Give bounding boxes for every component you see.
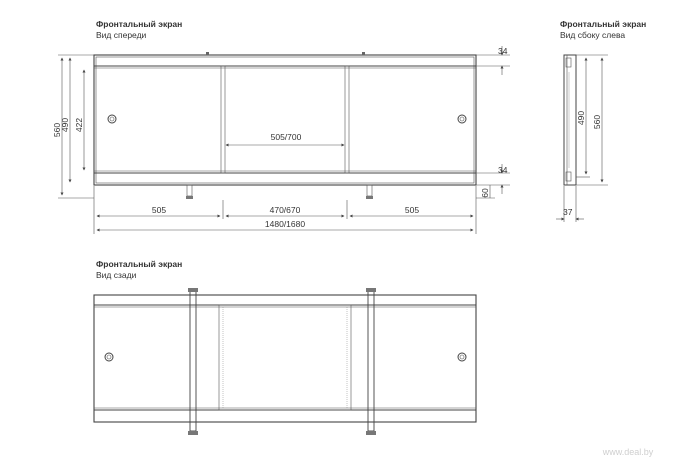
back-left-handle-icon [105, 353, 113, 361]
front-view-title: Фронтальный экран [96, 19, 183, 29]
side-view-title: Фронтальный экран [560, 19, 647, 29]
back-view-title: Фронтальный экран [96, 259, 183, 269]
back-right-handle-icon [458, 353, 466, 361]
front-right-dims [476, 46, 510, 198]
right-leg [367, 185, 372, 196]
dim-height-total: 560 [52, 122, 62, 138]
dim-center-width: 505/700 [270, 132, 302, 142]
side-dim-depth: 37 [563, 207, 573, 217]
front-view [52, 19, 510, 234]
front-center-dim [226, 132, 344, 145]
back-view [94, 259, 476, 435]
left-handle-icon [108, 115, 116, 123]
dim-bottom-gap: 34 [498, 165, 508, 175]
dim-height-490: 490 [60, 117, 70, 133]
left-leg [187, 185, 192, 196]
dim-leg-height: 60 [480, 188, 490, 198]
dim-height-422: 422 [74, 117, 84, 133]
side-dim-560: 560 [592, 114, 602, 130]
dim-total-width: 1480/1680 [264, 219, 306, 229]
front-view-subtitle: Вид спереди [96, 30, 147, 40]
front-height-dims [52, 55, 94, 198]
right-handle-icon [458, 115, 466, 123]
side-view-subtitle: Вид сбоку слева [560, 30, 626, 40]
side-panel [564, 55, 576, 185]
dim-left-section: 505 [151, 205, 167, 215]
dim-middle-section: 470/670 [269, 205, 301, 215]
side-dim-490: 490 [576, 110, 586, 126]
dim-right-section: 505 [404, 205, 420, 215]
side-view [556, 19, 646, 222]
watermark: www.deal.by [602, 447, 654, 457]
dim-top-gap: 34 [498, 46, 508, 56]
front-panel [94, 52, 476, 199]
back-panel [94, 288, 476, 435]
back-view-subtitle: Вид сзади [96, 270, 137, 280]
front-width-dims [94, 186, 476, 234]
